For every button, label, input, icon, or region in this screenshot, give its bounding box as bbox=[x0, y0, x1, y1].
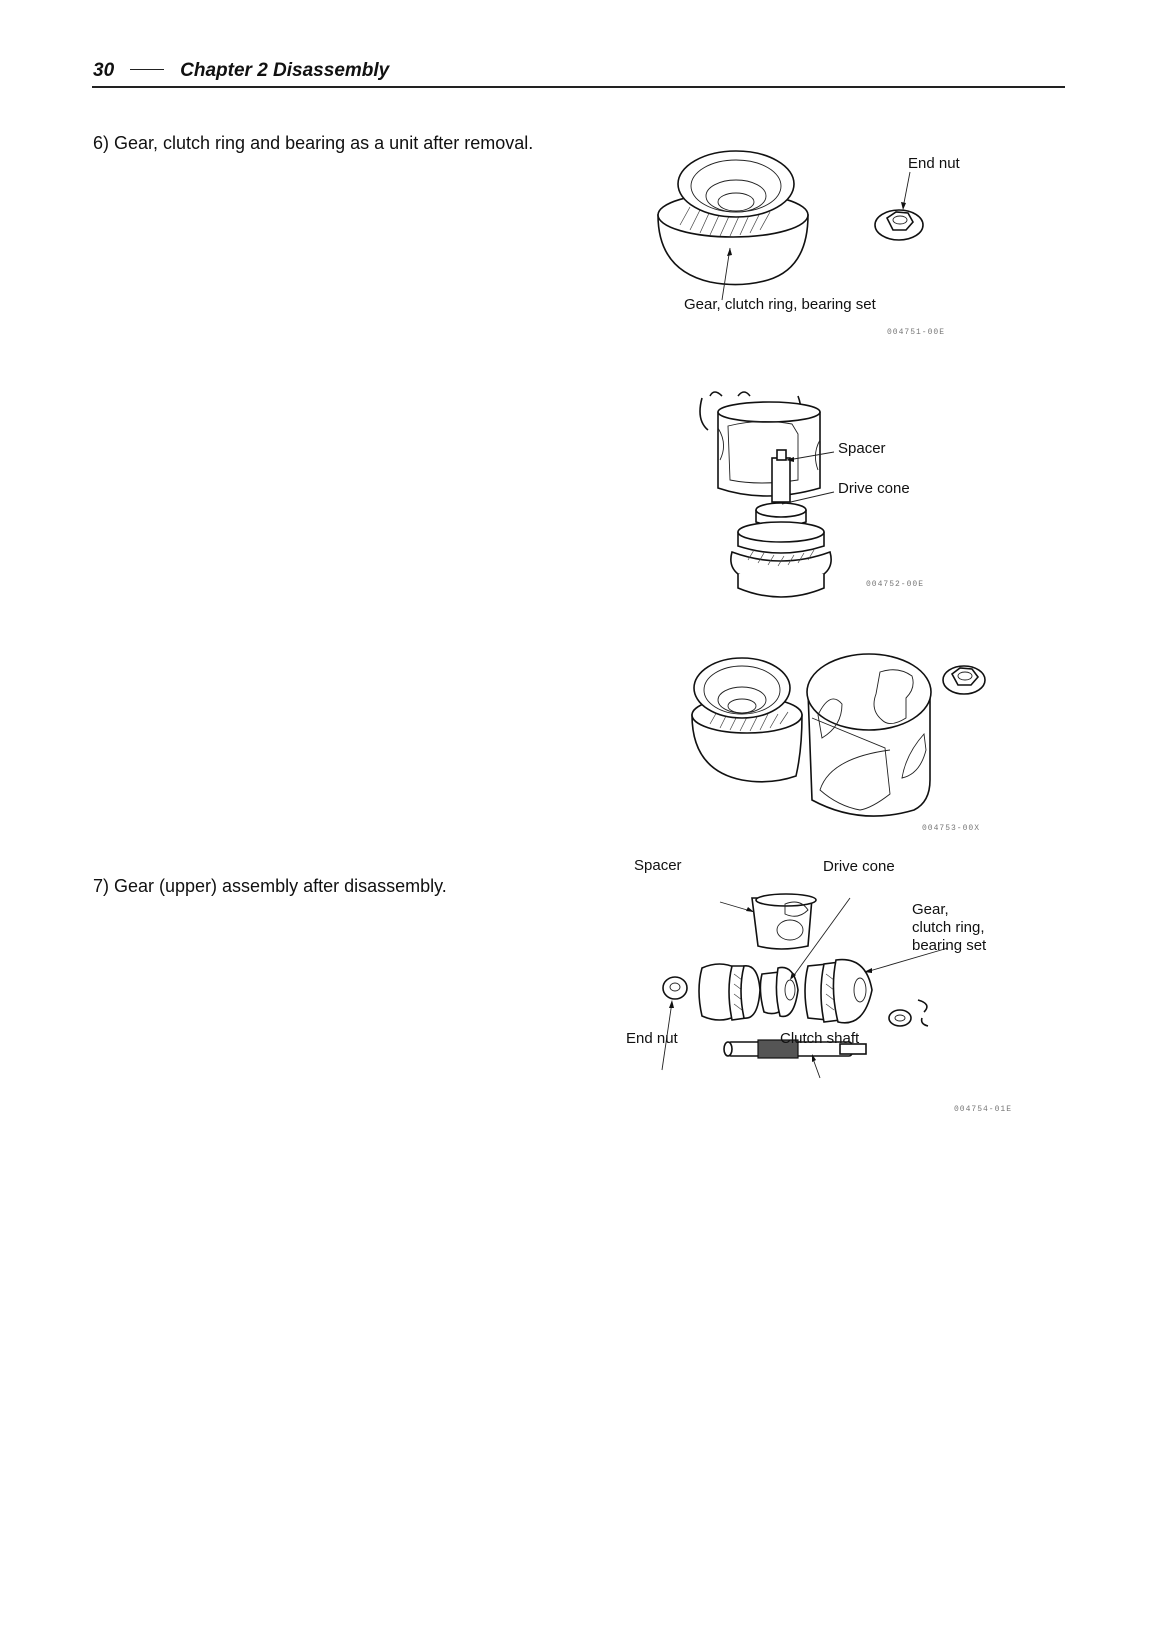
figure-004753 bbox=[680, 630, 1010, 850]
callout-drive-cone: Drive cone bbox=[823, 858, 895, 875]
figure-code: 004754-01E bbox=[954, 1105, 1013, 1114]
callout-spacer: Spacer bbox=[838, 440, 886, 457]
figure-004752 bbox=[680, 360, 1000, 610]
callout-gear: Gear, bbox=[912, 901, 949, 918]
step-7-text: 7) Gear (upper) assembly after disassembly. bbox=[93, 876, 447, 896]
figure-code: 004753-00X bbox=[922, 824, 981, 833]
callout-end-nut: End nut bbox=[908, 155, 960, 172]
figure-code: 004751-00E bbox=[887, 328, 946, 337]
exploded-gear-assembly-illustration bbox=[640, 870, 1040, 1110]
callout-spacer: Spacer bbox=[634, 857, 682, 874]
callout-bearing-set: bearing set bbox=[912, 937, 987, 954]
figure-004754 bbox=[626, 857, 1040, 1114]
step-6-text: 6) Gear, clutch ring and bearing as a unit after removal. bbox=[93, 133, 534, 153]
gear-set-and-end-nut-illustration bbox=[640, 140, 1040, 360]
callout-drive-cone: Drive cone bbox=[838, 480, 910, 497]
page-number: 30 bbox=[93, 60, 115, 81]
figure-004751 bbox=[640, 140, 1040, 360]
callout-gear-clutch-ring-bearing-set: Gear, clutch ring, bearing set bbox=[684, 296, 876, 313]
figure-code: 004752-00E bbox=[866, 580, 925, 589]
callout-clutch-shaft: Clutch shaft bbox=[780, 1030, 860, 1047]
callout-clutch-ring: clutch ring, bbox=[912, 919, 985, 936]
callout-end-nut: End nut bbox=[626, 1030, 678, 1047]
separated-parts-illustration bbox=[680, 630, 1010, 850]
header-dash bbox=[130, 69, 164, 70]
chapter-title: Chapter 2 Disassembly bbox=[180, 60, 390, 81]
header-rule bbox=[92, 86, 1065, 88]
page-header bbox=[93, 60, 389, 82]
